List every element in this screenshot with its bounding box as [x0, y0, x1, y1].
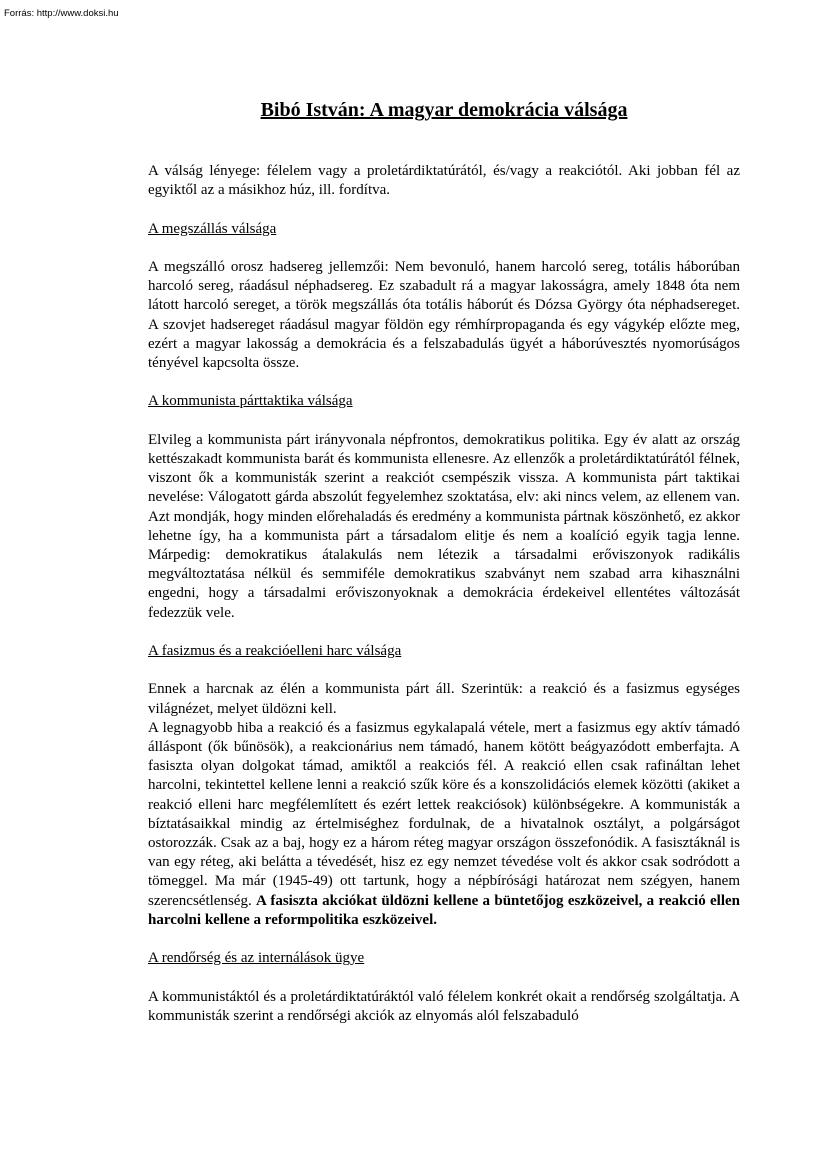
section-heading-parttaktika: A kommunista párttaktika válsága	[148, 393, 353, 410]
paragraph-rendorseg: A kommunistáktól és a proletárdiktatúráktól való félelem konkrét okait a rendőrség szolgáltatja. A kommunisták szerint a rendőrségi akciók az elnyomás alól felszabaduló	[148, 988, 740, 1024]
section-heading-rendorseg: A rendőrség és az internálások ügye	[148, 950, 365, 967]
page-title: Bibó István: A magyar demokrácia válsága	[260, 99, 628, 121]
source-note: Forrás: http://www.doksi.hu	[4, 8, 119, 19]
section-heading-fasizmus: A fasizmus és a reakcióelleni harc válsága	[148, 643, 402, 659]
intro-paragraph: A válság lényege: félelem vagy a proletárdiktatúrától, és/vagy a reakciótól. Aki jobban fél az egyiktől az a másikhoz húz, ill. fordítva.	[148, 163, 740, 199]
paragraph-parttaktika: Elvileg a kommunista párt irányvonala népfrontos, demokratikus politika. Egy év alatt az ország kettészakadt kommunista barát és kommunista ellenesre. Az ellenzők a proletárdiktatúrától félnek, viszont ők a kommunisták szerint a reakciót csempészik vissza. A kommunista párt taktikai nevelése: Válogatott gárda abszolút fegyelemhez szoktatása, elv: aki nincs velem, az ellenem van. Azt mondják, hogy minden előrehaladás és eredmény a kommunista pártnak köszönhető, ez akkor lehetne így, ha a kommunista párt a társadalom elitje és nem a koalíció egyik tagja lenne. Márpedig: demokratikus átalakulás nem létezik a társadalmi erőviszonyok radikális megváltoztatása nélkül és semmiféle demokratikus szabványt nem szabad arra kihasználni engedni, hogy a társadalmi erőviszonyoknak a demokrácia érdekeivel ellentétes változását fedezzük vele.	[148, 431, 740, 621]
section-heading-megszallas: A megszállás válsága	[148, 220, 277, 237]
paragraph-megszallas: A megszálló orosz hadsereg jellemzői: Nem bevonuló, hanem harcoló sereg, totális háborúban harcoló sereg, ráadásul néphadsereg. Ez szabadult rá a magyar lakosságra, amely 1848 óta nem látott harcoló sereget, a török megszállás óta totális háborút és Dózsa György óta néphadsereget. A szovjet hadsereget ráadásul magyar földön egy rémhírpropaganda és egy vágykép előzte meg, ezért a magyar lakosság a demokrácia és a felszabadulás ügyét a háborúvesztés nyomorúságos tényével kapcsolta össze.	[148, 258, 740, 371]
paragraph-fasizmus-2-text: A legnagyobb hiba a reakció és a fasizmus egykalapalá vétele, mert a fasizmus egy aktív támadó álláspont (ők bűnösök), a reakcionárius nem támadó, hanem kötött beágyazódott emberfajta. A fasiszta olyan dolgokat támad, amiktől a reakciós fél. A reakció ellen csak rafináltan lehet harcolni, tekintettel kellene lenni a reakció szűk köre és a konszolidációs elemek közötti (akiket a reakció elleni harc megfélemlített és ezért lettek reakciósok) különbségekre. A kommunisták a bíztatásaikkal mindig az értelmiséghez fordulnak, de a hivatalnok osztályt, a polgárságot ostorozzák. Csak az a baj, hogy ez a három réteg magyar országon összefonódik. A fasisztáknál is van egy réteg, aki belátta a tévedését, hisz ez egy nemzet tévedése volt és akkor csak sodródott a tömeggel. Ma már (1945-49) ott tartunk, hogy a népbírósági határozat nem szégyen, hanem szerencsétlenség.	[148, 719, 740, 909]
document-body	[148, 162, 740, 1026]
paragraph-fasizmus-2	[148, 719, 740, 930]
paragraph-fasizmus-bold: A fasiszta akciókat üldözni kellene a büntetőjog eszközeivel, a reakció ellen harcolni kellene a reformpolitika eszközeivel.	[148, 892, 740, 928]
paragraph-fasizmus-1: Ennek a harcnak az élén a kommunista párt áll. Szerintük: a reakció és a fasizmus egységes világnézet, melyet üldözni kell.	[148, 681, 740, 717]
